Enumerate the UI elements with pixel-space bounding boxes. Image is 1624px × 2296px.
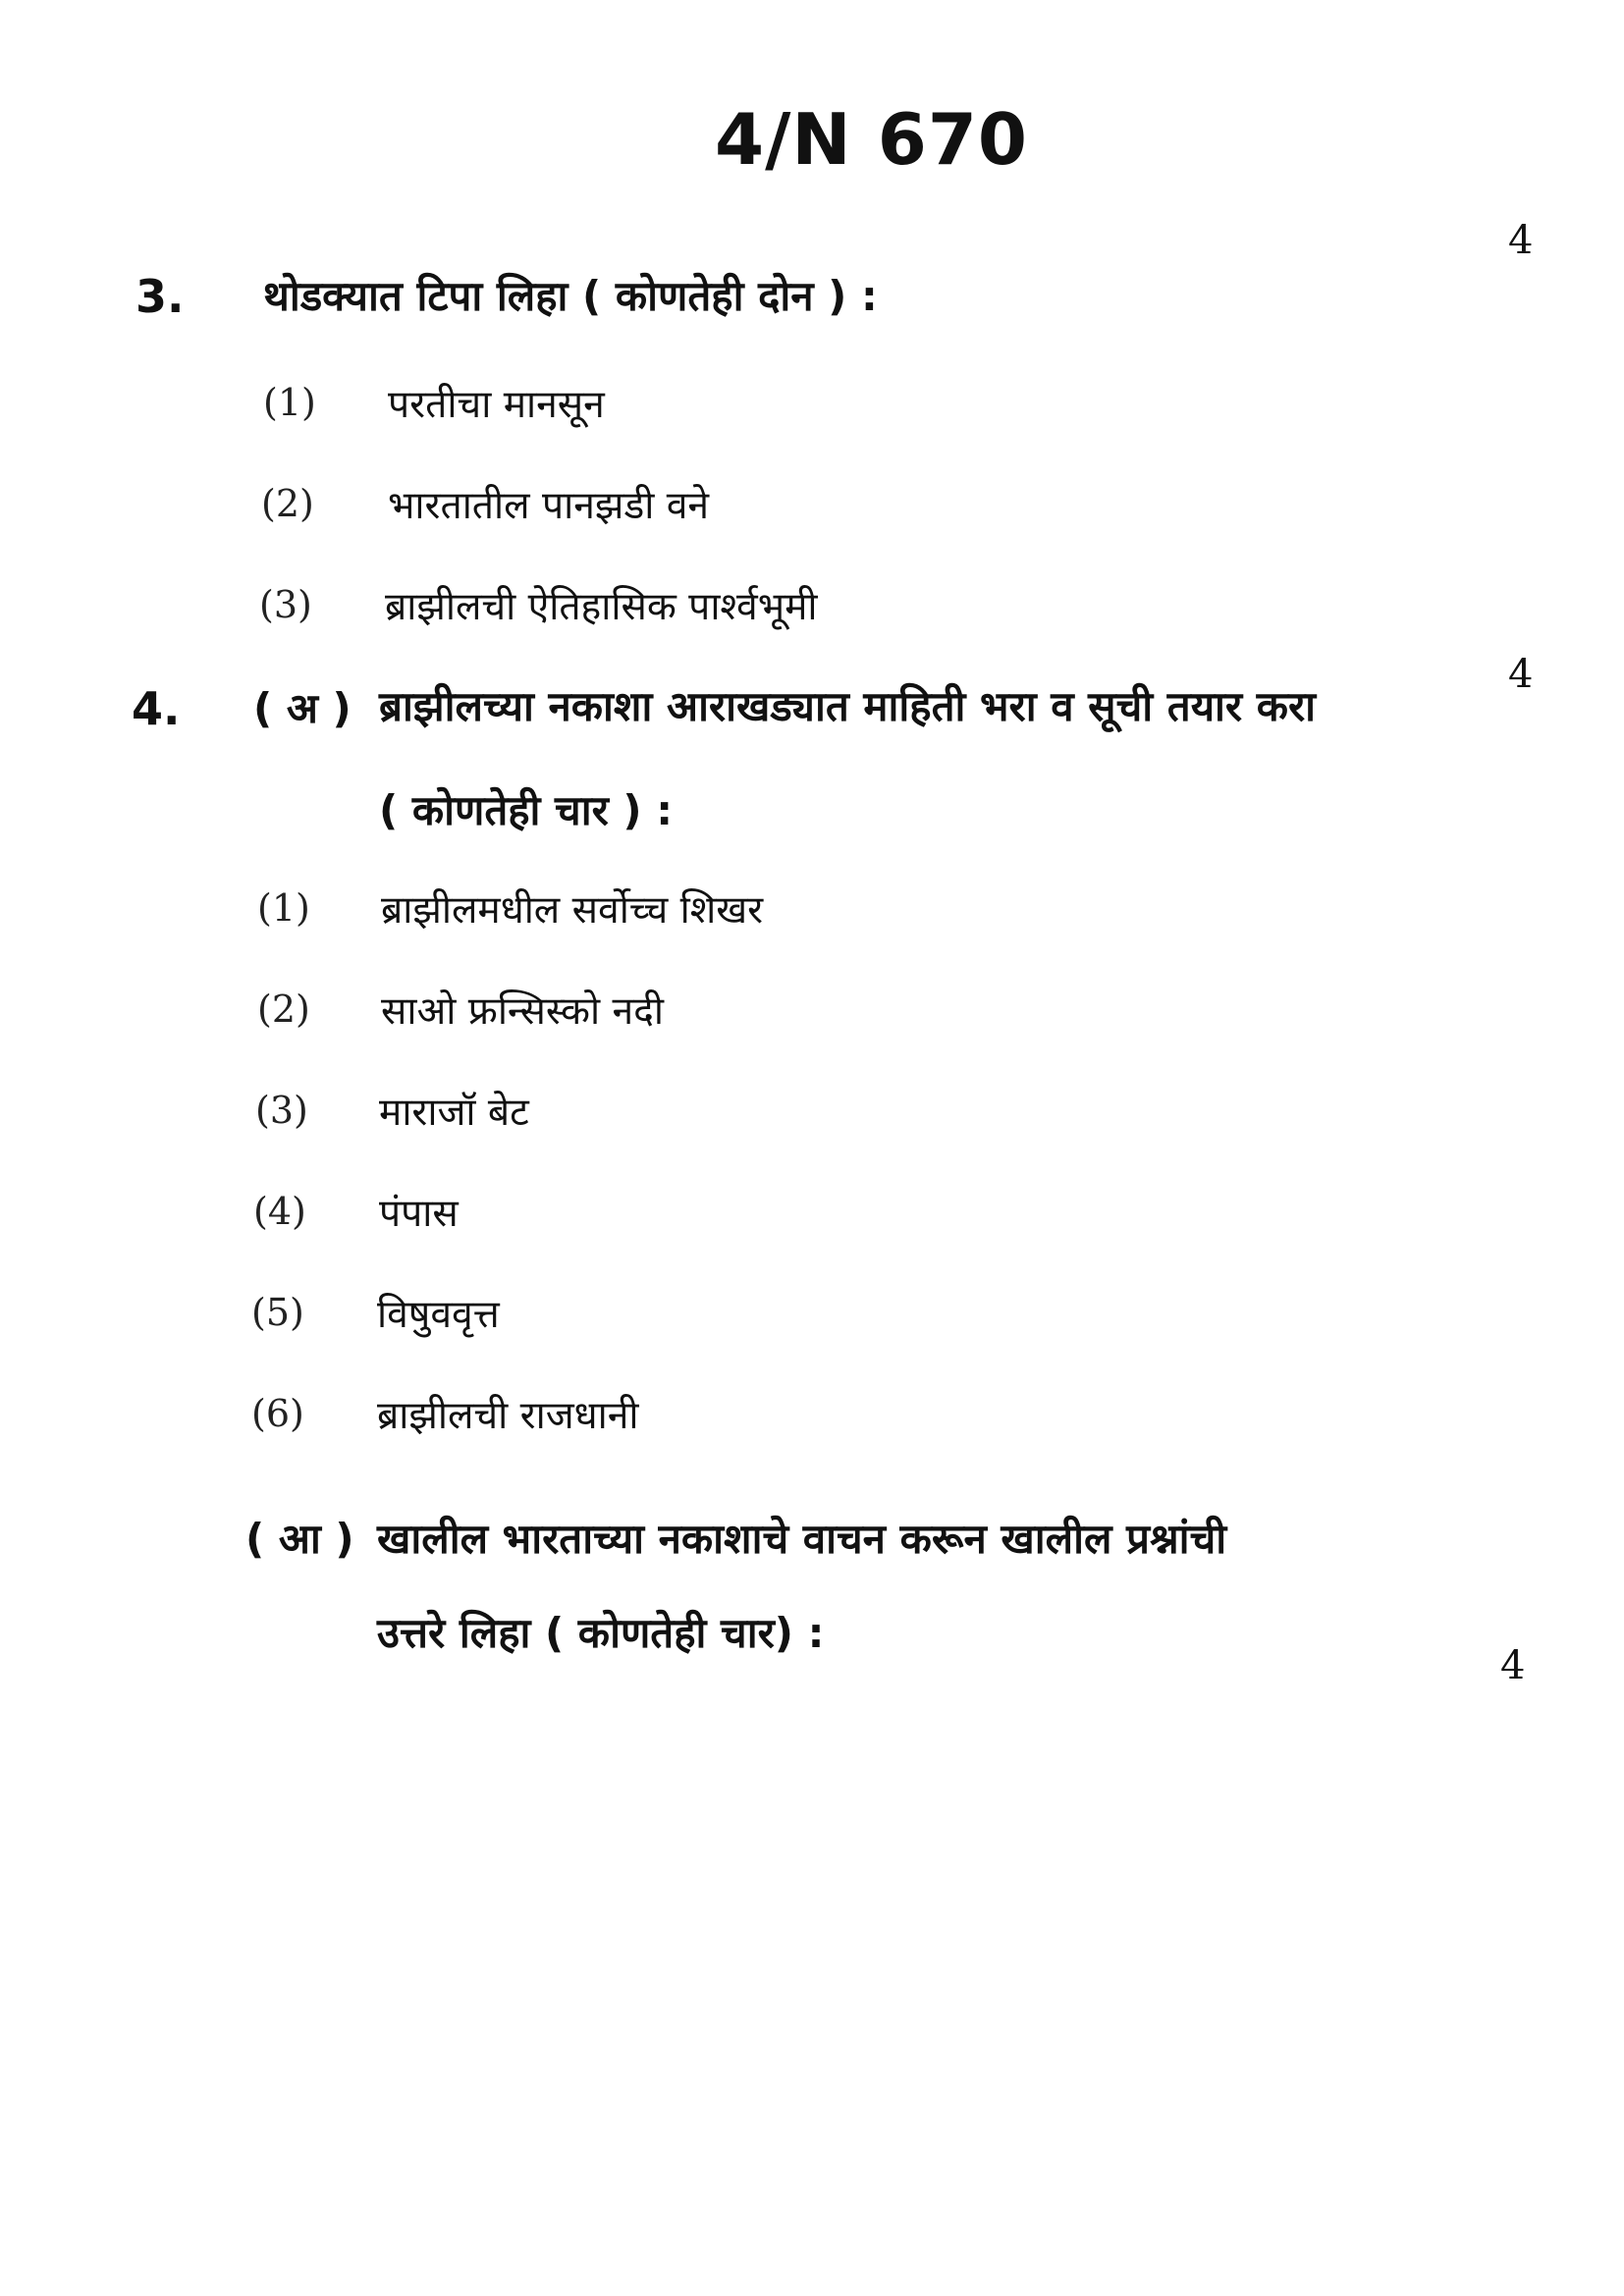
q4a-item-4-label: (4) xyxy=(253,1190,306,1233)
q3-item-2-text: भारतातील पानझडी वने xyxy=(388,484,710,528)
q3-item-3-label: (3) xyxy=(259,583,312,626)
q4a-item-4-text: पंपास xyxy=(379,1192,459,1236)
q4a-item-5-text: विषुववृत्त xyxy=(377,1293,500,1337)
q4a-item-1-label: (1) xyxy=(257,886,310,930)
q4a-label: ( अ ) xyxy=(253,684,352,732)
q3-item-1-label: (1) xyxy=(263,381,316,424)
q4a-heading-line2: ( कोणतेही चार ) : xyxy=(379,786,674,834)
q4a-item-2-text: साओ फ्रन्सिस्को नदी xyxy=(381,989,664,1034)
q3-marks: 4 xyxy=(1508,218,1534,263)
q4a-item-6-text: ब्राझीलची राजधानी xyxy=(377,1394,639,1438)
q4a-item-6-label: (6) xyxy=(251,1392,304,1435)
q4b-marks: 4 xyxy=(1500,1643,1526,1688)
q4b-heading-line2: उत्तरे लिहा ( कोणतेही चार) : xyxy=(377,1609,825,1657)
q3-number: 3. xyxy=(135,270,185,323)
q4a-item-3-label: (3) xyxy=(255,1089,308,1132)
q3-item-2-label: (2) xyxy=(261,482,314,525)
q4a-heading-line1: ब्राझीलच्या नकाशा आराखड्यात माहिती भरा व सूची तयार करा xyxy=(379,682,1317,730)
q4a-marks: 4 xyxy=(1508,652,1534,697)
q4b-heading-line1: खालील भारताच्या नकाशाचे वाचन करून खालील प्रश्नांची xyxy=(377,1515,1227,1563)
q4a-item-5-label: (5) xyxy=(251,1291,304,1334)
q4-number: 4. xyxy=(132,682,181,735)
q4b-label: ( आ ) xyxy=(245,1515,354,1563)
q4a-item-2-label: (2) xyxy=(257,988,310,1031)
q3-item-1-text: परतीचा मानसून xyxy=(388,383,605,427)
page-code: 4/N 670 xyxy=(715,98,1029,181)
q4a-item-3-text: माराजॉ बेट xyxy=(379,1091,529,1135)
q4a-item-1-text: ब्राझीलमधील सर्वोच्च शिखर xyxy=(381,888,764,933)
q3-item-3-text: ब्राझीलची ऐतिहासिक पार्श्वभूमी xyxy=(385,585,818,629)
q3-heading: थोडक्यात टिपा लिहा ( कोणतेही दोन ) : xyxy=(263,272,878,320)
